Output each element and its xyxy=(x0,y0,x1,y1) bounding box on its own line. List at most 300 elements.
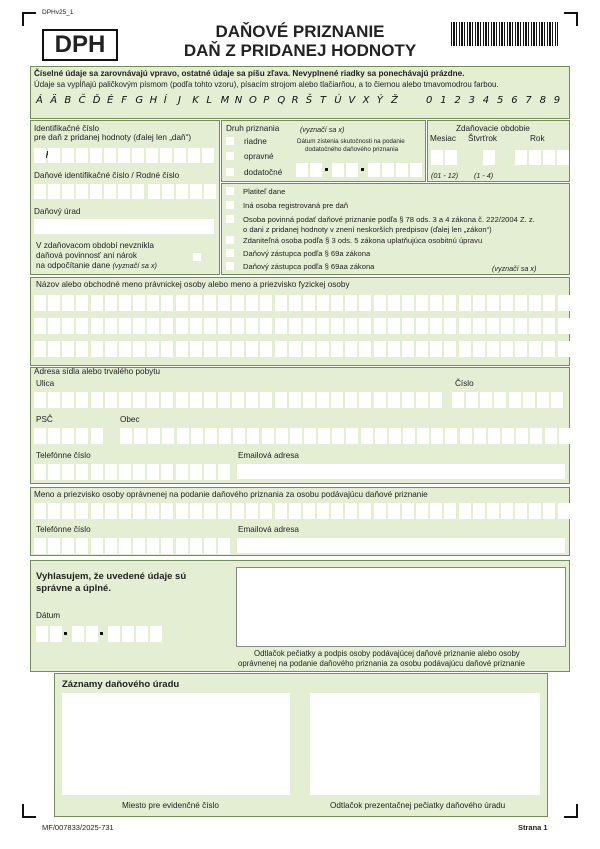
authorized-name-cell[interactable] xyxy=(105,503,117,519)
street-cell[interactable] xyxy=(402,392,414,408)
ic-cell[interactable] xyxy=(118,148,130,163)
name-cell[interactable] xyxy=(48,295,60,311)
email-input[interactable] xyxy=(237,464,565,479)
authorized-email-input[interactable] xyxy=(237,538,565,553)
registration-number-area[interactable] xyxy=(62,693,290,795)
authorized-phone-cell[interactable] xyxy=(176,538,188,554)
authorized-phone-cell[interactable] xyxy=(147,538,159,554)
city-cell[interactable] xyxy=(445,428,457,444)
authorized-phone-cell[interactable] xyxy=(190,538,202,554)
city-cell[interactable] xyxy=(205,428,217,444)
psc-cell[interactable] xyxy=(62,428,74,444)
name-cell[interactable] xyxy=(416,295,428,311)
name-cell[interactable] xyxy=(359,318,371,334)
authorized-name-cell[interactable] xyxy=(487,503,499,519)
city-cell[interactable] xyxy=(233,428,245,444)
dic-cell[interactable] xyxy=(90,184,102,199)
name-cell[interactable] xyxy=(232,318,244,334)
name-cell[interactable] xyxy=(161,341,173,357)
number-cell[interactable] xyxy=(523,392,535,408)
dic-cell[interactable] xyxy=(34,184,46,199)
phone-cell[interactable] xyxy=(119,464,131,480)
month-cell[interactable] xyxy=(445,150,457,165)
name-cell[interactable] xyxy=(388,295,400,311)
name-cell[interactable] xyxy=(246,341,258,357)
name-cell[interactable] xyxy=(444,295,456,311)
authorized-name-cell[interactable] xyxy=(133,503,145,519)
street-cell[interactable] xyxy=(147,392,159,408)
name-cell[interactable] xyxy=(147,295,159,311)
street-cell[interactable] xyxy=(275,392,287,408)
name-cell[interactable] xyxy=(232,341,244,357)
name-cell[interactable] xyxy=(176,341,188,357)
ic-cell[interactable] xyxy=(90,148,102,163)
name-cell[interactable] xyxy=(105,295,117,311)
name-cell[interactable] xyxy=(543,341,555,357)
city-cell[interactable] xyxy=(431,428,443,444)
phone-cell[interactable] xyxy=(190,464,202,480)
city-cell[interactable] xyxy=(545,428,557,444)
name-cell[interactable] xyxy=(374,341,386,357)
city-cell[interactable] xyxy=(290,428,302,444)
authorized-name-cell[interactable] xyxy=(218,503,230,519)
name-cell[interactable] xyxy=(289,295,301,311)
name-cell[interactable] xyxy=(218,295,230,311)
name-cell[interactable] xyxy=(119,295,131,311)
ic-cell[interactable] xyxy=(174,148,186,163)
name-cell[interactable] xyxy=(133,341,145,357)
name-cell[interactable] xyxy=(515,341,527,357)
name-cell[interactable] xyxy=(176,318,188,334)
city-cell[interactable] xyxy=(247,428,259,444)
street-cell[interactable] xyxy=(76,392,88,408)
name-cell[interactable] xyxy=(246,318,258,334)
name-cell[interactable] xyxy=(190,318,202,334)
phone-cell[interactable] xyxy=(62,464,74,480)
name-cell[interactable] xyxy=(529,341,541,357)
year-cell[interactable] xyxy=(515,150,527,165)
city-cell[interactable] xyxy=(304,428,316,444)
dic-cell[interactable] xyxy=(76,184,88,199)
name-cell[interactable] xyxy=(331,318,343,334)
authorized-name-cell[interactable] xyxy=(558,503,570,519)
name-cell[interactable] xyxy=(331,295,343,311)
dic-cell[interactable] xyxy=(62,184,74,199)
name-cell[interactable] xyxy=(161,318,173,334)
street-cell[interactable] xyxy=(345,392,357,408)
city-cell[interactable] xyxy=(346,428,358,444)
name-cell[interactable] xyxy=(345,341,357,357)
street-cell[interactable] xyxy=(246,392,258,408)
dic-cell[interactable] xyxy=(118,184,130,199)
dodatocne-checkbox[interactable] xyxy=(226,168,234,176)
name-cell[interactable] xyxy=(359,341,371,357)
authorized-name-cell[interactable] xyxy=(190,503,202,519)
taxpayer-type-checkbox[interactable] xyxy=(226,249,234,257)
dic-cell[interactable] xyxy=(204,184,216,199)
city-cell[interactable] xyxy=(177,428,189,444)
street-cell[interactable] xyxy=(374,392,386,408)
authorized-phone-cell[interactable] xyxy=(218,538,230,554)
city-cell[interactable] xyxy=(162,428,174,444)
name-cell[interactable] xyxy=(303,341,315,357)
city-cell[interactable] xyxy=(474,428,486,444)
street-cell[interactable] xyxy=(161,392,173,408)
authorized-name-cell[interactable] xyxy=(345,503,357,519)
name-cell[interactable] xyxy=(388,341,400,357)
phone-cell[interactable] xyxy=(204,464,216,480)
psc-cell[interactable] xyxy=(34,428,46,444)
number-cell[interactable] xyxy=(494,392,506,408)
name-cell[interactable] xyxy=(430,341,442,357)
authorized-name-cell[interactable] xyxy=(34,503,46,519)
taxpayer-type-checkbox[interactable] xyxy=(226,201,234,209)
authorized-name-cell[interactable] xyxy=(374,503,386,519)
authorized-name-cell[interactable] xyxy=(331,503,343,519)
authorized-phone-cell[interactable] xyxy=(76,538,88,554)
dic-cell[interactable] xyxy=(190,184,202,199)
number-cell[interactable] xyxy=(480,392,492,408)
name-cell[interactable] xyxy=(119,341,131,357)
ic-cell[interactable] xyxy=(202,148,214,163)
street-cell[interactable] xyxy=(388,392,400,408)
authorized-name-cell[interactable] xyxy=(76,503,88,519)
authorized-name-cell[interactable] xyxy=(147,503,159,519)
street-cell[interactable] xyxy=(91,392,103,408)
phone-cell[interactable] xyxy=(91,464,103,480)
name-cell[interactable] xyxy=(444,341,456,357)
ic-cell[interactable] xyxy=(146,148,158,163)
name-cell[interactable] xyxy=(459,341,471,357)
street-cell[interactable] xyxy=(133,392,145,408)
street-cell[interactable] xyxy=(34,392,46,408)
authorized-name-cell[interactable] xyxy=(246,503,258,519)
name-cell[interactable] xyxy=(402,341,414,357)
authorized-name-cell[interactable] xyxy=(317,503,329,519)
name-cell[interactable] xyxy=(543,318,555,334)
authorized-phone-cell[interactable] xyxy=(91,538,103,554)
name-cell[interactable] xyxy=(515,318,527,334)
dic-cell[interactable] xyxy=(104,184,116,199)
authorized-name-cell[interactable] xyxy=(232,503,244,519)
name-cell[interactable] xyxy=(48,318,60,334)
authorized-phone-cell[interactable] xyxy=(161,538,173,554)
name-cell[interactable] xyxy=(558,341,570,357)
name-cell[interactable] xyxy=(91,318,103,334)
authorized-phone-cell[interactable] xyxy=(62,538,74,554)
street-cell[interactable] xyxy=(331,392,343,408)
authorized-name-cell[interactable] xyxy=(459,503,471,519)
city-cell[interactable] xyxy=(191,428,203,444)
name-cell[interactable] xyxy=(430,295,442,311)
name-cell[interactable] xyxy=(473,341,485,357)
declaration-date-cell[interactable] xyxy=(86,626,98,642)
authorized-phone-cell[interactable] xyxy=(204,538,216,554)
name-cell[interactable] xyxy=(218,318,230,334)
number-cell[interactable] xyxy=(509,392,521,408)
declaration-date-cell[interactable] xyxy=(50,626,62,642)
city-cell[interactable] xyxy=(361,428,373,444)
authorized-name-cell[interactable] xyxy=(62,503,74,519)
name-cell[interactable] xyxy=(133,295,145,311)
name-cell[interactable] xyxy=(34,341,46,357)
name-cell[interactable] xyxy=(515,295,527,311)
dic-cell[interactable] xyxy=(148,184,160,199)
name-cell[interactable] xyxy=(76,341,88,357)
city-cell[interactable] xyxy=(120,428,132,444)
street-cell[interactable] xyxy=(289,392,301,408)
authorized-name-cell[interactable] xyxy=(359,503,371,519)
name-cell[interactable] xyxy=(204,318,216,334)
name-cell[interactable] xyxy=(317,318,329,334)
ic-cell[interactable] xyxy=(48,148,60,163)
authorized-name-cell[interactable] xyxy=(402,503,414,519)
authorized-name-cell[interactable] xyxy=(48,503,60,519)
authorized-name-cell[interactable] xyxy=(543,503,555,519)
name-cell[interactable] xyxy=(232,295,244,311)
name-cell[interactable] xyxy=(501,318,513,334)
name-cell[interactable] xyxy=(34,295,46,311)
city-cell[interactable] xyxy=(389,428,401,444)
name-cell[interactable] xyxy=(105,318,117,334)
declaration-date-cell[interactable] xyxy=(108,626,120,642)
city-cell[interactable] xyxy=(148,428,160,444)
name-cell[interactable] xyxy=(147,341,159,357)
city-cell[interactable] xyxy=(219,428,231,444)
city-cell[interactable] xyxy=(488,428,500,444)
name-cell[interactable] xyxy=(275,341,287,357)
year-cell[interactable] xyxy=(557,150,569,165)
name-cell[interactable] xyxy=(345,295,357,311)
name-cell[interactable] xyxy=(91,295,103,311)
name-cell[interactable] xyxy=(388,318,400,334)
name-cell[interactable] xyxy=(289,318,301,334)
name-cell[interactable] xyxy=(459,295,471,311)
psc-cell[interactable] xyxy=(91,428,103,444)
dic-cell[interactable] xyxy=(132,184,144,199)
taxpayer-type-checkbox[interactable] xyxy=(226,187,234,195)
city-cell[interactable] xyxy=(276,428,288,444)
presentation-stamp-area[interactable] xyxy=(310,693,540,795)
number-cell[interactable] xyxy=(466,392,478,408)
date-cell[interactable] xyxy=(382,163,394,177)
declaration-date-cell[interactable] xyxy=(136,626,148,642)
name-cell[interactable] xyxy=(48,341,60,357)
name-cell[interactable] xyxy=(119,318,131,334)
declaration-date-cell[interactable] xyxy=(122,626,134,642)
name-cell[interactable] xyxy=(487,295,499,311)
name-cell[interactable] xyxy=(487,318,499,334)
tax-office-input[interactable] xyxy=(34,219,214,234)
city-cell[interactable] xyxy=(460,428,472,444)
name-cell[interactable] xyxy=(529,295,541,311)
phone-cell[interactable] xyxy=(147,464,159,480)
authorized-phone-cell[interactable] xyxy=(105,538,117,554)
name-cell[interactable] xyxy=(275,318,287,334)
taxpayer-type-checkbox[interactable] xyxy=(226,215,234,223)
street-cell[interactable] xyxy=(303,392,315,408)
name-cell[interactable] xyxy=(275,295,287,311)
name-cell[interactable] xyxy=(558,318,570,334)
authorized-name-cell[interactable] xyxy=(119,503,131,519)
name-cell[interactable] xyxy=(190,295,202,311)
name-cell[interactable] xyxy=(473,318,485,334)
name-cell[interactable] xyxy=(176,295,188,311)
name-cell[interactable] xyxy=(459,318,471,334)
name-cell[interactable] xyxy=(303,295,315,311)
name-cell[interactable] xyxy=(416,318,428,334)
name-cell[interactable] xyxy=(374,295,386,311)
ic-cell[interactable] xyxy=(76,148,88,163)
name-cell[interactable] xyxy=(317,295,329,311)
name-cell[interactable] xyxy=(501,295,513,311)
name-cell[interactable] xyxy=(444,318,456,334)
name-cell[interactable] xyxy=(260,318,272,334)
name-cell[interactable] xyxy=(190,341,202,357)
phone-cell[interactable] xyxy=(218,464,230,480)
ic-cell[interactable] xyxy=(34,148,46,163)
authorized-name-cell[interactable] xyxy=(260,503,272,519)
street-cell[interactable] xyxy=(62,392,74,408)
name-cell[interactable] xyxy=(76,295,88,311)
riadne-checkbox[interactable] xyxy=(226,137,234,145)
date-cell[interactable] xyxy=(332,163,344,177)
name-cell[interactable] xyxy=(416,341,428,357)
name-cell[interactable] xyxy=(147,318,159,334)
name-cell[interactable] xyxy=(289,341,301,357)
name-cell[interactable] xyxy=(374,318,386,334)
authorized-phone-cell[interactable] xyxy=(48,538,60,554)
name-cell[interactable] xyxy=(345,318,357,334)
taxpayer-type-checkbox[interactable] xyxy=(226,262,234,270)
date-cell[interactable] xyxy=(296,163,308,177)
street-cell[interactable] xyxy=(218,392,230,408)
date-cell[interactable] xyxy=(410,163,422,177)
name-cell[interactable] xyxy=(246,295,258,311)
name-cell[interactable] xyxy=(133,318,145,334)
authorized-phone-cell[interactable] xyxy=(34,538,46,554)
city-cell[interactable] xyxy=(403,428,415,444)
city-cell[interactable] xyxy=(332,428,344,444)
city-cell[interactable] xyxy=(417,428,429,444)
authorized-name-cell[interactable] xyxy=(430,503,442,519)
name-cell[interactable] xyxy=(543,295,555,311)
phone-cell[interactable] xyxy=(133,464,145,480)
authorized-name-cell[interactable] xyxy=(515,503,527,519)
date-cell[interactable] xyxy=(310,163,322,177)
name-cell[interactable] xyxy=(402,318,414,334)
ic-cell[interactable] xyxy=(104,148,116,163)
declaration-date-cell[interactable] xyxy=(72,626,84,642)
authorized-phone-cell[interactable] xyxy=(133,538,145,554)
name-cell[interactable] xyxy=(62,341,74,357)
name-cell[interactable] xyxy=(218,341,230,357)
name-cell[interactable] xyxy=(473,295,485,311)
psc-cell[interactable] xyxy=(76,428,88,444)
psc-cell[interactable] xyxy=(48,428,60,444)
street-cell[interactable] xyxy=(204,392,216,408)
ic-cell[interactable] xyxy=(62,148,74,163)
month-cell[interactable] xyxy=(431,150,443,165)
phone-cell[interactable] xyxy=(176,464,188,480)
name-cell[interactable] xyxy=(76,318,88,334)
city-cell[interactable] xyxy=(375,428,387,444)
ic-cell[interactable] xyxy=(160,148,172,163)
quarter-cell[interactable] xyxy=(483,150,495,165)
authorized-name-cell[interactable] xyxy=(204,503,216,519)
phone-cell[interactable] xyxy=(76,464,88,480)
name-cell[interactable] xyxy=(62,295,74,311)
signature-stamp-area[interactable] xyxy=(236,567,566,647)
name-cell[interactable] xyxy=(161,295,173,311)
authorized-name-cell[interactable] xyxy=(289,503,301,519)
dic-cell[interactable] xyxy=(176,184,188,199)
name-cell[interactable] xyxy=(105,341,117,357)
declaration-date-cell[interactable] xyxy=(150,626,162,642)
name-cell[interactable] xyxy=(317,341,329,357)
number-cell[interactable] xyxy=(452,392,464,408)
year-cell[interactable] xyxy=(529,150,541,165)
authorized-name-cell[interactable] xyxy=(416,503,428,519)
name-cell[interactable] xyxy=(204,341,216,357)
date-cell[interactable] xyxy=(368,163,380,177)
name-cell[interactable] xyxy=(487,341,499,357)
street-cell[interactable] xyxy=(176,392,188,408)
date-cell[interactable] xyxy=(346,163,358,177)
street-cell[interactable] xyxy=(119,392,131,408)
phone-cell[interactable] xyxy=(105,464,117,480)
name-cell[interactable] xyxy=(331,341,343,357)
ic-cell[interactable] xyxy=(132,148,144,163)
authorized-phone-cell[interactable] xyxy=(119,538,131,554)
city-cell[interactable] xyxy=(502,428,514,444)
taxpayer-type-checkbox[interactable] xyxy=(226,236,234,244)
opravne-checkbox[interactable] xyxy=(226,152,234,160)
name-cell[interactable] xyxy=(91,341,103,357)
date-cell[interactable] xyxy=(396,163,408,177)
authorized-name-cell[interactable] xyxy=(303,503,315,519)
name-cell[interactable] xyxy=(34,318,46,334)
phone-cell[interactable] xyxy=(48,464,60,480)
name-cell[interactable] xyxy=(558,295,570,311)
name-cell[interactable] xyxy=(260,295,272,311)
name-cell[interactable] xyxy=(501,341,513,357)
authorized-name-cell[interactable] xyxy=(91,503,103,519)
name-cell[interactable] xyxy=(260,341,272,357)
authorized-name-cell[interactable] xyxy=(176,503,188,519)
name-cell[interactable] xyxy=(62,318,74,334)
street-cell[interactable] xyxy=(260,392,272,408)
authorized-name-cell[interactable] xyxy=(444,503,456,519)
authorized-name-cell[interactable] xyxy=(473,503,485,519)
declaration-date-cell[interactable] xyxy=(36,626,48,642)
name-cell[interactable] xyxy=(430,318,442,334)
authorized-name-cell[interactable] xyxy=(161,503,173,519)
city-cell[interactable] xyxy=(530,428,542,444)
authorized-name-cell[interactable] xyxy=(388,503,400,519)
dic-cell[interactable] xyxy=(162,184,174,199)
name-cell[interactable] xyxy=(303,318,315,334)
street-cell[interactable] xyxy=(416,392,428,408)
authorized-name-cell[interactable] xyxy=(275,503,287,519)
no-obligation-checkbox[interactable] xyxy=(193,253,201,261)
street-cell[interactable] xyxy=(359,392,371,408)
city-cell[interactable] xyxy=(559,428,571,444)
name-cell[interactable] xyxy=(204,295,216,311)
street-cell[interactable] xyxy=(317,392,329,408)
year-cell[interactable] xyxy=(543,150,555,165)
name-cell[interactable] xyxy=(359,295,371,311)
